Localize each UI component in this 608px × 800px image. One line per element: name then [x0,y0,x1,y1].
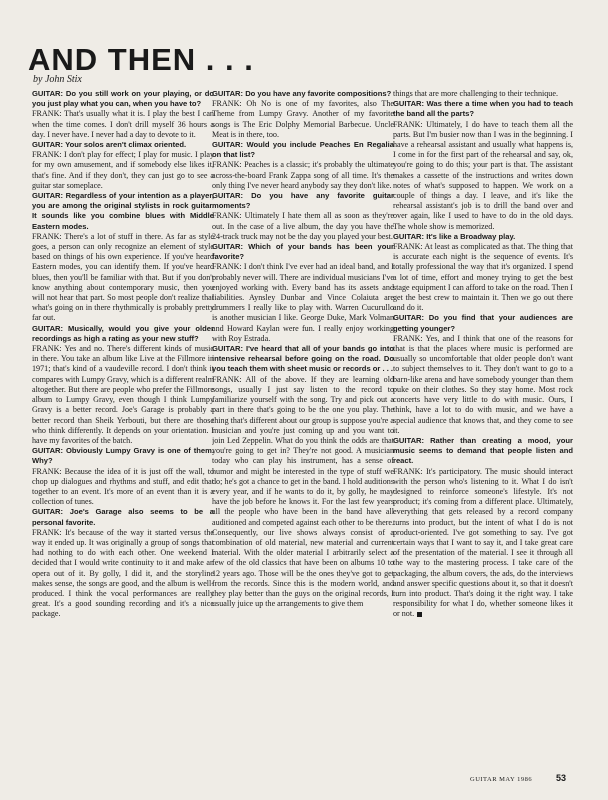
speaker-label-guitar: GUITAR: [393,231,425,241]
paragraph-text: Yes, and I think that one of the reasons for that is that the places where music is performed are usually so uncomfortable that older people don't want to subject themselves to it. They don't want to go to a barn-like arena and have somebody younger than them puke on their clothes. So they stay home. Most rock concerts have very little to do with music. Ours, I think, have a lot to do with music, and we have a special audience that knows that, and they come to see it. [393,333,573,435]
paragraph-text: It's participatory. The music should interact with the person who's listening to it. What I do isn't designed to reinforce someone's lifestyle. It's not product; it's coming from a different place. Ultimately, everything that gets released by a record company turns into product, but the intent of what I do is not product-oriented. I've got something to say. I've got certain ways that I want to say it, and I take great care of the presentation of the material. I see it through all the way to the mastering process. I take care of the packaging, the album covers, the ads, do the interviews and answer specific questions about it, so that it doesn't turn into product. That's doing it the right way. I take responsibility for what I do, whether someone likes it or not. [393,466,573,619]
paragraph-text: It's like a Broadway play. [426,231,516,241]
question-paragraph [212,89,394,99]
speaker-label-frank: FRANK: [393,242,423,252]
paragraph-text: Was there a time when you had to teach the band all the parts? [393,99,573,119]
paragraph-text: I don't play for effect; I play for music. I play for my own amusement, and if somebody else likes it, that's fine. And if they don't, they can just go to see a guitar star someplace. [32,150,214,190]
speaker-label-guitar: GUITAR: [32,140,64,150]
question-paragraph [212,242,394,262]
end-of-article-mark [417,612,422,617]
speaker-label-guitar: GUITAR: [212,344,244,354]
answer-paragraph [32,109,214,140]
paragraph-text: Do you find that your audiences are getting younger? [393,313,573,333]
paragraph-text: I don't think I've ever had an ideal band, and I probably never will. There are individual musicians I've enjoyed working with. Every band has its assets and liabilities. Aynsley Dunbar and Vince Colaiuta are drummers I really like to play with. Warren Cucurullo is another musician I like. George Duke, Mark Volman and Howard Kaylan were fun. I really enjoy working with Roy Estrada. [212,262,394,343]
speaker-label-guitar: GUITAR: [32,191,64,201]
speaker-label-frank: FRANK: [212,262,242,272]
speaker-label-frank: FRANK: [393,466,423,476]
question-paragraph [212,191,394,211]
paragraph-text: Oh No is one of my favorites, also The Theme from Lumpy Gravy. Another of my favorite songs is The Eric Dolphy Memorial Barbecue. Uncle Meat is in there, too. [212,99,394,139]
answer-paragraph [32,528,214,620]
paragraph-text: Because the idea of it is just off the wall, to chop up dialogues and rhythms and stuff, and edit that together to an event. It's more of an event than it is a collection of tunes. [32,466,214,507]
question-paragraph [393,99,573,119]
question-paragraph [393,436,573,467]
paragraph-text: Ultimately, I do have to teach them all the parts. But I'm busier now than I was in the beginning. I have a rehearsal assistant and usually what happens is, I come in for the first part of the rehearsal and say, ok, you're going to do this; your part is that. The assistant makes a cassette of the instructions and writes down notes of what's supposed to happen. We work on a couple of things a day. I leave, and it's like the rehearsal assistant's job is to drill the band over and over again, like I used to have to do in the old days. The whole show is memorized. [393,119,573,231]
speaker-label-guitar: GUITAR: [393,99,425,109]
answer-paragraph [32,344,214,446]
question-paragraph [32,446,214,466]
speaker-label-guitar: GUITAR: [212,140,244,150]
page-number: 53 [556,773,567,783]
speaker-label-frank: FRANK: [32,527,62,537]
answer-paragraph [212,375,394,610]
speaker-label-frank: FRANK: [393,333,423,343]
answer-paragraph [32,467,214,508]
article-title: AND THEN . . . [28,42,254,77]
question-paragraph [32,89,214,109]
speaker-label-frank: FRANK: [32,344,62,354]
question-paragraph [32,324,214,344]
paragraph-text: Do you have any favorite compositions? [245,89,392,98]
paragraph-text: Peaches is a classic; it's probably the ultimate across-the-board Frank Zappa song of all time. It's the only thing I've never heard anybody say they don't like. [212,160,394,190]
paragraph-text: Ultimately I hate them all as soon as they're out. In the case of a live album, the day you have the 24-track truck may not be the day you played your best. [212,211,394,241]
paragraph-text: Which of your bands has been your favorite? [212,242,394,262]
text-column-1 [32,89,214,769]
text-column-2 [212,89,394,769]
paragraph-text: things that are more challenging to their technique. [393,89,558,98]
speaker-label-guitar: GUITAR: [393,435,425,445]
question-paragraph [32,507,214,527]
running-footer: GUITAR MAY 1986 [470,776,533,783]
paragraph-text: At least as complicated as that. The thing that is accurate each night is the sequence of events. It's totally professional the way that it's organized. I spend a lot of time, effort and money trying to get the best stage equipment I can afford to take on the road. Then I get the best crew to maintain it. Then we go out there and do it. [393,242,573,313]
answer-paragraph [393,120,573,232]
paragraph-text: There's a lot of stuff in there. As far as style goes, a person can only recognize an element of style based on things of his own experience. If you've heard Eastern modes, you can identify them. If you've heard blues, then you'll be familiar with that. But if you don't know anything about contemporary music, then you will not hear that part. So most people don't realize that what's going on in there rhythmically is probably pretty far out. [32,231,214,323]
paragraph-text: Musically, would you give your older recordings as high a rating as your new stuff? [32,323,214,343]
speaker-label-frank: FRANK: [212,211,242,221]
speaker-label-frank: FRANK: [393,119,423,129]
paragraph-text: Joe's Garage also seems to be a personal favorite. [32,507,214,527]
answer-paragraph [393,334,573,436]
speaker-label-frank: FRANK: [212,99,242,109]
text-column-3 [393,89,573,769]
answer-paragraph [212,262,394,344]
question-paragraph [393,313,573,333]
paragraph-text: Do you have any favorite guitar moments? [212,191,394,211]
paragraph-text: All of the above. If they are learning old songs, usually I just say listen to the record to familiarize yourself with the song. Try and pick out a part in there that's going to be the one you play. The thing that's different about our group is suppose you're a musician and you're just coming up and you want to join Led Zeppelin. What do you think the odds are that you're going to get in? They're not good. A musician today who can play his instrument, has a sense of humor and might be interested in the type of stuff we do; he's got a chance to get in the band. I hold auditions every year, and if he wants to do it, by golly, he may have the job before he knows it. For the last few years all the people who have been in the band have all auditioned and competed against each other to be there. Consequently, our live shows always consist of a combination of old material, new material and current material. With the older material I arbitrarily select a few of the old classics that have been on albums 10 to 12 years ago. Those will be the ones they've got to get from the records. Since this is the modern world, and they play better than the guys on the original records, I usually juice up the arrangements to give them [212,374,394,609]
speaker-label-frank: FRANK: [32,109,62,119]
paragraph-text: Rather than creating a mood, your music seems to demand that people listen and react. [393,435,573,466]
answer-paragraph [393,242,573,313]
byline: by John Stix [33,74,82,85]
paragraph-text: Your solos aren't climax oriented. [65,140,187,150]
speaker-label-guitar: GUITAR: [32,446,64,456]
speaker-label-frank: FRANK: [32,231,62,241]
answer-paragraph [212,160,394,191]
speaker-label-guitar: GUITAR: [32,507,64,517]
question-paragraph [32,140,214,150]
question-paragraph [393,232,573,242]
answer-paragraph [212,99,394,140]
paragraph-text: Obviously Lumpy Gravy is one of them. Why? [32,446,214,466]
speaker-label-guitar: GUITAR: [212,242,244,252]
question-paragraph [32,191,214,232]
paragraph-text: It's because of the way it started versus the way it ended up. It was originally a group of songs that had nothing to do with each other. One weekend I decided that I would write continuity to it and make an opera out of it. By golly, I did it, and the storyline makes sense, the songs are good, and the album is well-produced. I think the vocal performances are really great. It's a good sounding recording and it's a nice package. [32,527,214,619]
speaker-label-guitar: GUITAR: [32,323,64,333]
paragraph-text: Do you still work on your playing, or do you just play what you can, when you have to? [32,89,214,109]
paragraph-text: I've heard that all of your bands go into intensive rehearsal before going on the road. Do you teach them with sheet music or records or . . . [212,344,394,374]
paragraph-text: Regardless of your intention as a player, you are among the original stylists in rock guitar. It sounds like you combine blues with Middle Eastern modes. [32,191,214,231]
paragraph-text: Yes and no. There's different kinds of music in there. You take an album like Live at the Fillmore in 1971; that's kind of a vaudeville record. I don't think it compares with Lumpy Gravy, which is a different realm altogether. But there are people who prefer the Fillmore album to Lumpy Gravy, even though I think Lumpy Gravy is a better record. Joe's Garage is probably a better record than Sheik Yerbouti, but there are those who think differently. It depends on your orientation. I have my favorites of the batch. [32,344,214,445]
answer-paragraph [212,211,394,242]
speaker-label-frank: FRANK: [212,160,242,170]
answer-paragraph [32,232,214,324]
continued-paragraph [393,89,573,99]
paragraph-text: Would you include Peaches En Regalia on that list? [212,140,394,160]
paragraph-text: That's usually what it is. I play the best I can when the time comes. I don't drill myself 36 hours a day. I never have. I never had a day to devote to it. [32,109,214,139]
speaker-label-guitar: GUITAR: [212,191,244,201]
answer-paragraph [32,150,214,191]
speaker-label-frank: FRANK: [32,466,62,476]
speaker-label-frank: FRANK: [212,374,242,384]
speaker-label-frank: FRANK: [32,150,62,160]
question-paragraph [212,344,394,375]
speaker-label-guitar: GUITAR: [32,89,64,98]
speaker-label-guitar: GUITAR: [393,313,425,323]
speaker-label-guitar: GUITAR: [212,89,244,98]
question-paragraph [212,140,394,160]
answer-paragraph [393,467,573,620]
